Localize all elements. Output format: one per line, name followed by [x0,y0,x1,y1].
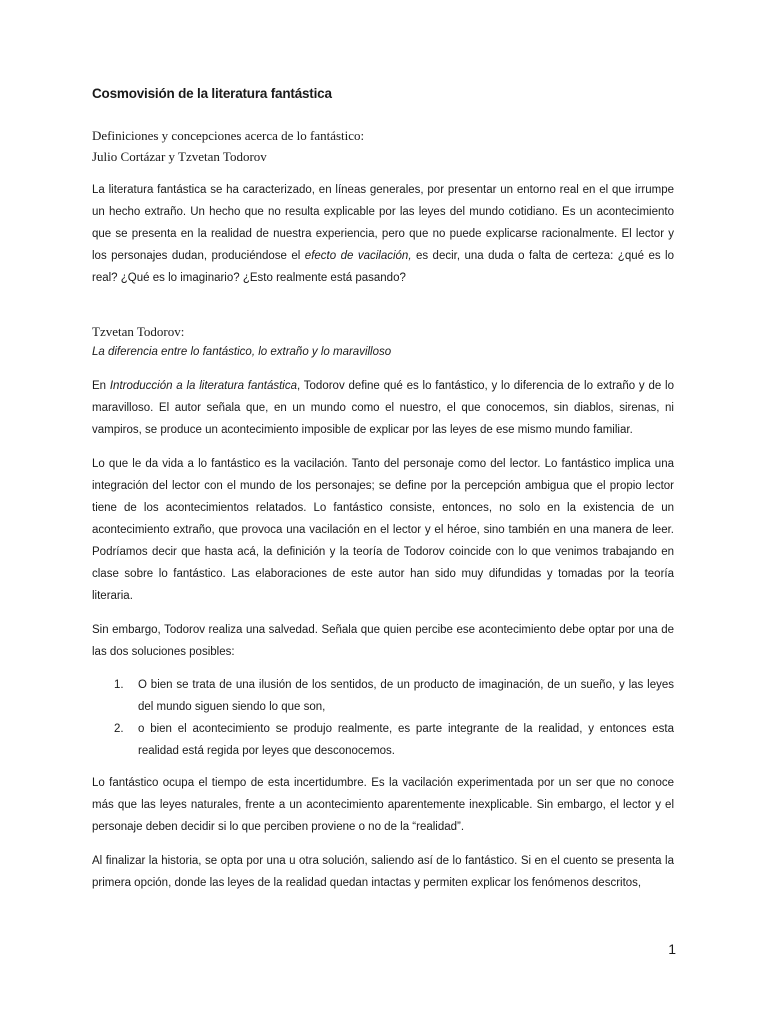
list-item-number: 1. [114,679,124,691]
list-item-text: o bien el acontecimiento se produjo realmente, es parte integrante de la realidad, y entonces esta realidad está regida por leyes que desconocemos. [138,723,674,757]
intro-text-italic: efecto de vacilación, [304,250,412,262]
section-heading: Tzvetan Todorov: [92,324,185,339]
paragraph-final: Al finalizar la historia, se opta por una u otra solución, saliendo así de lo fantástico. Si en el cuento se presenta la primera opción, donde las leyes de la realidad quedan intactas y permiten explicar los fenómenos descritos, [92,855,674,889]
paragraph-incertidumbre: Lo fantástico ocupa el tiempo de esta incertidumbre. Es la vacilación experimentada por un ser que no conoce más que las leyes naturales, frente a un acontecimiento aparentemente inexplicable. Sin embargo, el lector y el personaje deben decidir si lo que perciben proviene o no de la “realidad”. [92,777,674,833]
list-item-text: O bien se trata de una ilusión de los sentidos, de un producto de imaginación, de un sueño, y las leyes del mundo siguen siendo lo que son, [138,679,674,713]
intro-paragraph [92,179,674,289]
intro-text-b: es decir, una duda o falta de certeza: ¿qué es lo real? ¿Qué es lo imaginario? ¿Esto realmente está pasando? [92,250,675,284]
list-item [92,718,674,762]
subtitle-line-2: Julio Cortázar y Tzvetan Todorov [92,149,267,164]
paragraph-vacilacion: Lo que le da vida a lo fantástico es la vacilación. Tanto del personaje como del lector. Lo fantástico implica una integración del lector con el mundo de los personajes; se define por la percepción ambigua que el propio lector tiene de los acontecimientos relatados. Lo fantástico consiste, entonces, no solo en la existencia de un acontecimiento extraño, que provoca una vacilación en el lector y el héroe, sino también en una manera de leer. Podríamos decir que hasta acá, la definición y la teoría de Todorov coincide con lo que venimos trabajando en clase sobre lo fantástico. Las elaboraciones de este autor han sido muy difundidas y tomadas por la teoría literaria. [92,458,674,602]
list-item-number: 2. [114,723,124,735]
section-subheading: La diferencia entre lo fantástico, lo extraño y lo maravilloso [92,346,392,358]
intro-text-a: La literatura fantástica se ha caracterizado, en líneas generales, por presentar un entorno real en el que irrumpe un hecho extraño. Un hecho que no resulta explicable por las leyes del mundo cotidiano. Es un acontecimiento que se presenta en la realidad de nuestra experiencia, pero que no puede explicarse racionalmente. El lector y los personajes dudan, produciéndose el [92,184,674,262]
p2-text-a: En [92,380,110,392]
p2-book-title: Introducción a la literatura fantástica [109,380,297,392]
p2-text-b: , Todorov define qué es lo fantástico, y lo diferencia de lo extraño y de lo maravilloso. El autor señala que, en un mundo como el nuestro, el que conocemos, sin diablos, sirenas, ni vampiros, se produce un acontecimiento imposible de explicar por las leyes de ese mismo mundo familiar. [92,380,674,436]
paragraph-todorov-intro [92,375,674,441]
paragraph-salvedad: Sin embargo, Todorov realiza una salvedad. Señala que quien percibe ese acontecimiento debe optar por una de las dos soluciones posibles: [92,624,674,658]
list-item [92,674,674,718]
document-title: Cosmovisión de la literatura fantástica [92,86,332,101]
solutions-list [92,674,674,762]
subtitle-line-1: Definiciones y concepciones acerca de lo fantástico: [92,128,365,143]
page-number: 1 [668,941,676,957]
